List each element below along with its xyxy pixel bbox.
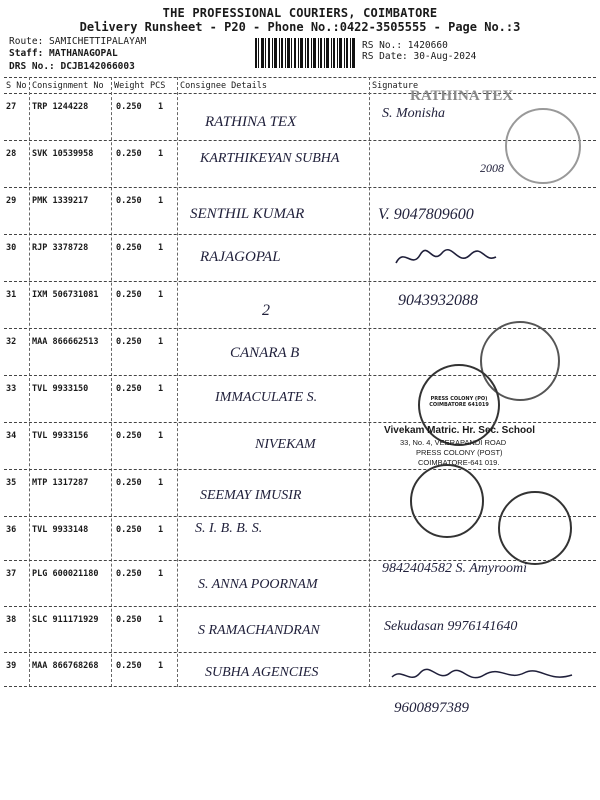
company-title: THE PROFESSIONAL COURIERS, COIMBATORE: [162, 6, 438, 20]
row-weight: 0.250: [116, 102, 142, 112]
row-sno: 33: [6, 384, 17, 394]
press-colony-stamp-text: PRESS COLONY (PO) COIMBATORE 641019: [429, 396, 489, 408]
drs-number: DRS No.: DCJB142066003: [9, 61, 135, 72]
row-pcs: 1: [158, 102, 164, 112]
row-weight: 0.250: [116, 149, 142, 159]
row-consignment: RJP 3378728: [32, 243, 89, 253]
row-sno: 30: [6, 243, 17, 253]
footer-handwritten-number: 9600897389: [394, 700, 469, 716]
row-pcs: 1: [158, 290, 164, 300]
row-weight: 0.250: [116, 431, 142, 441]
row-pcs: 1: [158, 384, 164, 394]
row-consignment: IXM 506731081: [32, 290, 99, 300]
row-weight: 0.250: [116, 384, 142, 394]
row-sno: 27: [6, 102, 17, 112]
col-sno: S No: [6, 81, 27, 91]
row-pcs: 1: [158, 615, 164, 625]
row-sno: 38: [6, 615, 17, 625]
consignee-handwriting: RAJAGOPAL: [200, 249, 281, 265]
row-pcs: 1: [158, 478, 164, 488]
industries-round-stamp: [498, 491, 572, 565]
table-row: [0, 561, 600, 607]
consignee-handwriting: KARTHIKEYAN SUBHA: [200, 151, 340, 166]
row-weight: 0.250: [116, 337, 142, 347]
row-weight: 0.250: [116, 615, 142, 625]
col-consignment: Consignment No: [32, 81, 104, 91]
row-weight: 0.250: [116, 569, 142, 579]
row-consignment: TVL 9933148: [32, 525, 89, 535]
school-stamp-address-3: COIMBATORE-641 019.: [418, 458, 500, 467]
consignee-handwriting: S RAMACHANDRAN: [198, 623, 320, 638]
signature-handwriting: V. 9047809600: [378, 206, 474, 223]
col-weight: Weight: [114, 81, 145, 91]
table-row: [0, 517, 600, 563]
row-consignment: MAA 866662513: [32, 337, 99, 347]
runsheet-subtitle: Delivery Runsheet - P20 - Phone No.:0422-3505555 - Page No.:3: [79, 20, 521, 34]
consignee-handwriting: NIVEKAM: [255, 437, 316, 452]
barcode-image: [255, 38, 355, 68]
row-pcs: 1: [158, 569, 164, 579]
row-sno: 37: [6, 569, 17, 579]
col-consignee: Consignee Details: [180, 81, 267, 91]
col-signature: Signature: [372, 81, 419, 91]
row-pcs: 1: [158, 431, 164, 441]
row-weight: 0.250: [116, 478, 142, 488]
table-row: [0, 376, 600, 422]
row-sno: 31: [6, 290, 17, 300]
rs-date: RS Date: 30-Aug-2024: [362, 51, 477, 62]
row-weight: 0.250: [116, 661, 142, 671]
row-sno: 28: [6, 149, 17, 159]
row-sno: 34: [6, 431, 17, 441]
row-consignment: TVL 9933156: [32, 431, 89, 441]
row-pcs: 1: [158, 243, 164, 253]
rathina-tex-round-stamp: [505, 108, 581, 184]
table-row: [0, 607, 600, 653]
row-pcs: 1: [158, 337, 164, 347]
consignee-handwriting: CANARA B: [230, 345, 300, 361]
school-stamp-title: Vivekam Matric. Hr. Sec. School: [384, 425, 535, 436]
rs-number: RS No.: 1420660: [362, 40, 448, 51]
row-sno: 36: [6, 525, 17, 535]
table-row: [0, 329, 600, 375]
signature-handwriting: 9043932088: [398, 292, 478, 309]
row-consignment: TRP 1244228: [32, 102, 89, 112]
col-pcs: PCS: [150, 81, 166, 91]
consignee-handwriting: SUBHA AGENCIES: [205, 665, 319, 680]
consignee-handwriting: 2: [262, 302, 270, 319]
school-stamp-address-2: PRESS COLONY (POST): [416, 448, 503, 457]
signature-handwriting: S. Monisha: [382, 106, 445, 121]
signature-handwriting: Sekudasan 9976141640: [384, 619, 518, 634]
table-row: [0, 235, 600, 281]
table-row: [0, 653, 600, 699]
row-consignment: MAA 866768268: [32, 661, 99, 671]
row-rule: [4, 686, 596, 687]
consignee-handwriting: SENTHIL KUMAR: [190, 206, 305, 222]
signature-scribble: [392, 245, 502, 271]
consignee-handwriting: S. ANNA POORNAM: [198, 577, 318, 592]
table-row: [0, 423, 600, 469]
row-pcs: 1: [158, 196, 164, 206]
school-stamp-address-1: 33, No. 4, VEERAPANDI ROAD: [400, 438, 507, 447]
consignee-handwriting: IMMACULATE S.: [215, 390, 318, 405]
row-consignment: PLG 600021180: [32, 569, 99, 579]
row-sno: 29: [6, 196, 17, 206]
route-text: Route: SAMICHETTIPALAYAM: [9, 36, 147, 47]
row-sno: 39: [6, 661, 17, 671]
row-sno: 35: [6, 478, 17, 488]
consignee-handwriting: RATHINA TEX: [205, 114, 297, 130]
signature-handwriting: 2008: [480, 161, 504, 175]
row-consignment: PMK 1339217: [32, 196, 89, 206]
row-pcs: 1: [158, 525, 164, 535]
rathina-tex-stamp: RATHINA TEX: [410, 88, 514, 104]
signature-handwriting: 9842404582 S. Amyroomi: [382, 561, 528, 576]
consignee-handwriting: S. I. B. B. S.: [195, 521, 263, 536]
row-sno: 32: [6, 337, 17, 347]
row-weight: 0.250: [116, 196, 142, 206]
row-weight: 0.250: [116, 525, 142, 535]
row-weight: 0.250: [116, 243, 142, 253]
table-row: [0, 188, 600, 234]
consignee-handwriting: SEEMAY IMUSIR: [200, 488, 302, 503]
row-pcs: 1: [158, 661, 164, 671]
staff-text: Staff: MATHANAGOPAL: [9, 48, 118, 59]
row-consignment: MTP 1317287: [32, 478, 89, 488]
row-consignment: TVL 9933150: [32, 384, 89, 394]
row-consignment: SLC 911171929: [32, 615, 99, 625]
header-top-rule: [4, 77, 596, 78]
row-weight: 0.250: [116, 290, 142, 300]
row-pcs: 1: [158, 149, 164, 159]
row-consignment: SVK 10539958: [32, 149, 94, 159]
